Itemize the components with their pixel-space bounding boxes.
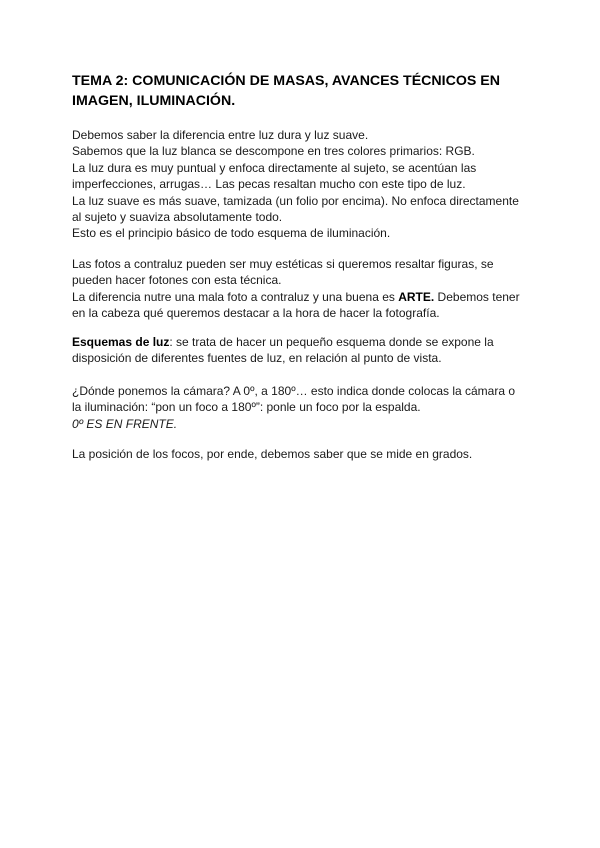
text-segment: Debemos tener — [434, 289, 520, 304]
paragraph-luz-dura-suave — [72, 127, 542, 242]
text-line: ¿Dónde ponemos la cámara? A 0º, a 180º… esto indica donde colocas la cámara o — [72, 384, 516, 398]
text-line: al sujeto y suaviza absolutamente todo. — [72, 210, 283, 225]
text-segment: La diferencia nutre una mala foto a contraluz y una buena es — [72, 289, 399, 304]
text-line: Las fotos a contraluz pueden ser muy estéticas si queremos resaltar figuras, se — [72, 257, 494, 271]
text-line — [72, 289, 542, 305]
text-line: imperfecciones, arrugas… Las pecas resaltan mucho con este tipo de luz. — [72, 177, 466, 192]
text-line: Sabemos que la luz blanca se descompone en tres colores primarios: RGB. — [72, 144, 475, 159]
text-line: La luz suave es más suave, tamizada (un folio por encima). No enfoca directamente — [72, 193, 519, 208]
text-segment: : se trata de hacer un pequeño esquema donde se expone la — [169, 335, 494, 349]
text-line — [72, 416, 542, 432]
bold-text: Esquemas de luz — [72, 335, 170, 349]
text-line: en la cabeza qué queremos destacar a la hora de hacer la fotografía. — [72, 306, 440, 321]
paragraph-camara — [72, 383, 542, 432]
text-line: La luz dura es muy puntual y enfoca directamente al sujeto, se acentúan las — [72, 160, 477, 175]
text-line: Debemos saber la diferencia entre luz dura y luz suave. — [72, 128, 369, 142]
italic-text: 0º ES EN FRENTE. — [72, 416, 178, 431]
page-title: TEMA 2: COMUNICACIÓN DE MASAS, AVANCES TÉCNICOS EN IMAGEN, ILUMINACIÓN. — [72, 73, 501, 109]
paragraph-esquemas — [72, 334, 542, 367]
text-line: disposición de diferentes fuentes de luz, en relación al punto de vista. — [72, 351, 442, 366]
text-line: Esto es el principio básico de todo esquema de iluminación. — [72, 226, 391, 241]
bold-text: ARTE. — [398, 289, 435, 304]
paragraph-focos — [72, 446, 542, 462]
text-line: la iluminación: “pon un foco a 180º”: ponle un foco por la espalda. — [72, 400, 421, 415]
text-line — [72, 334, 542, 350]
text-line: La posición de los focos, por ende, debemos saber que se mide en grados. — [72, 447, 473, 461]
text-line: pueden hacer fotones con esta técnica. — [72, 273, 282, 288]
paragraph-contraluz — [72, 256, 542, 322]
